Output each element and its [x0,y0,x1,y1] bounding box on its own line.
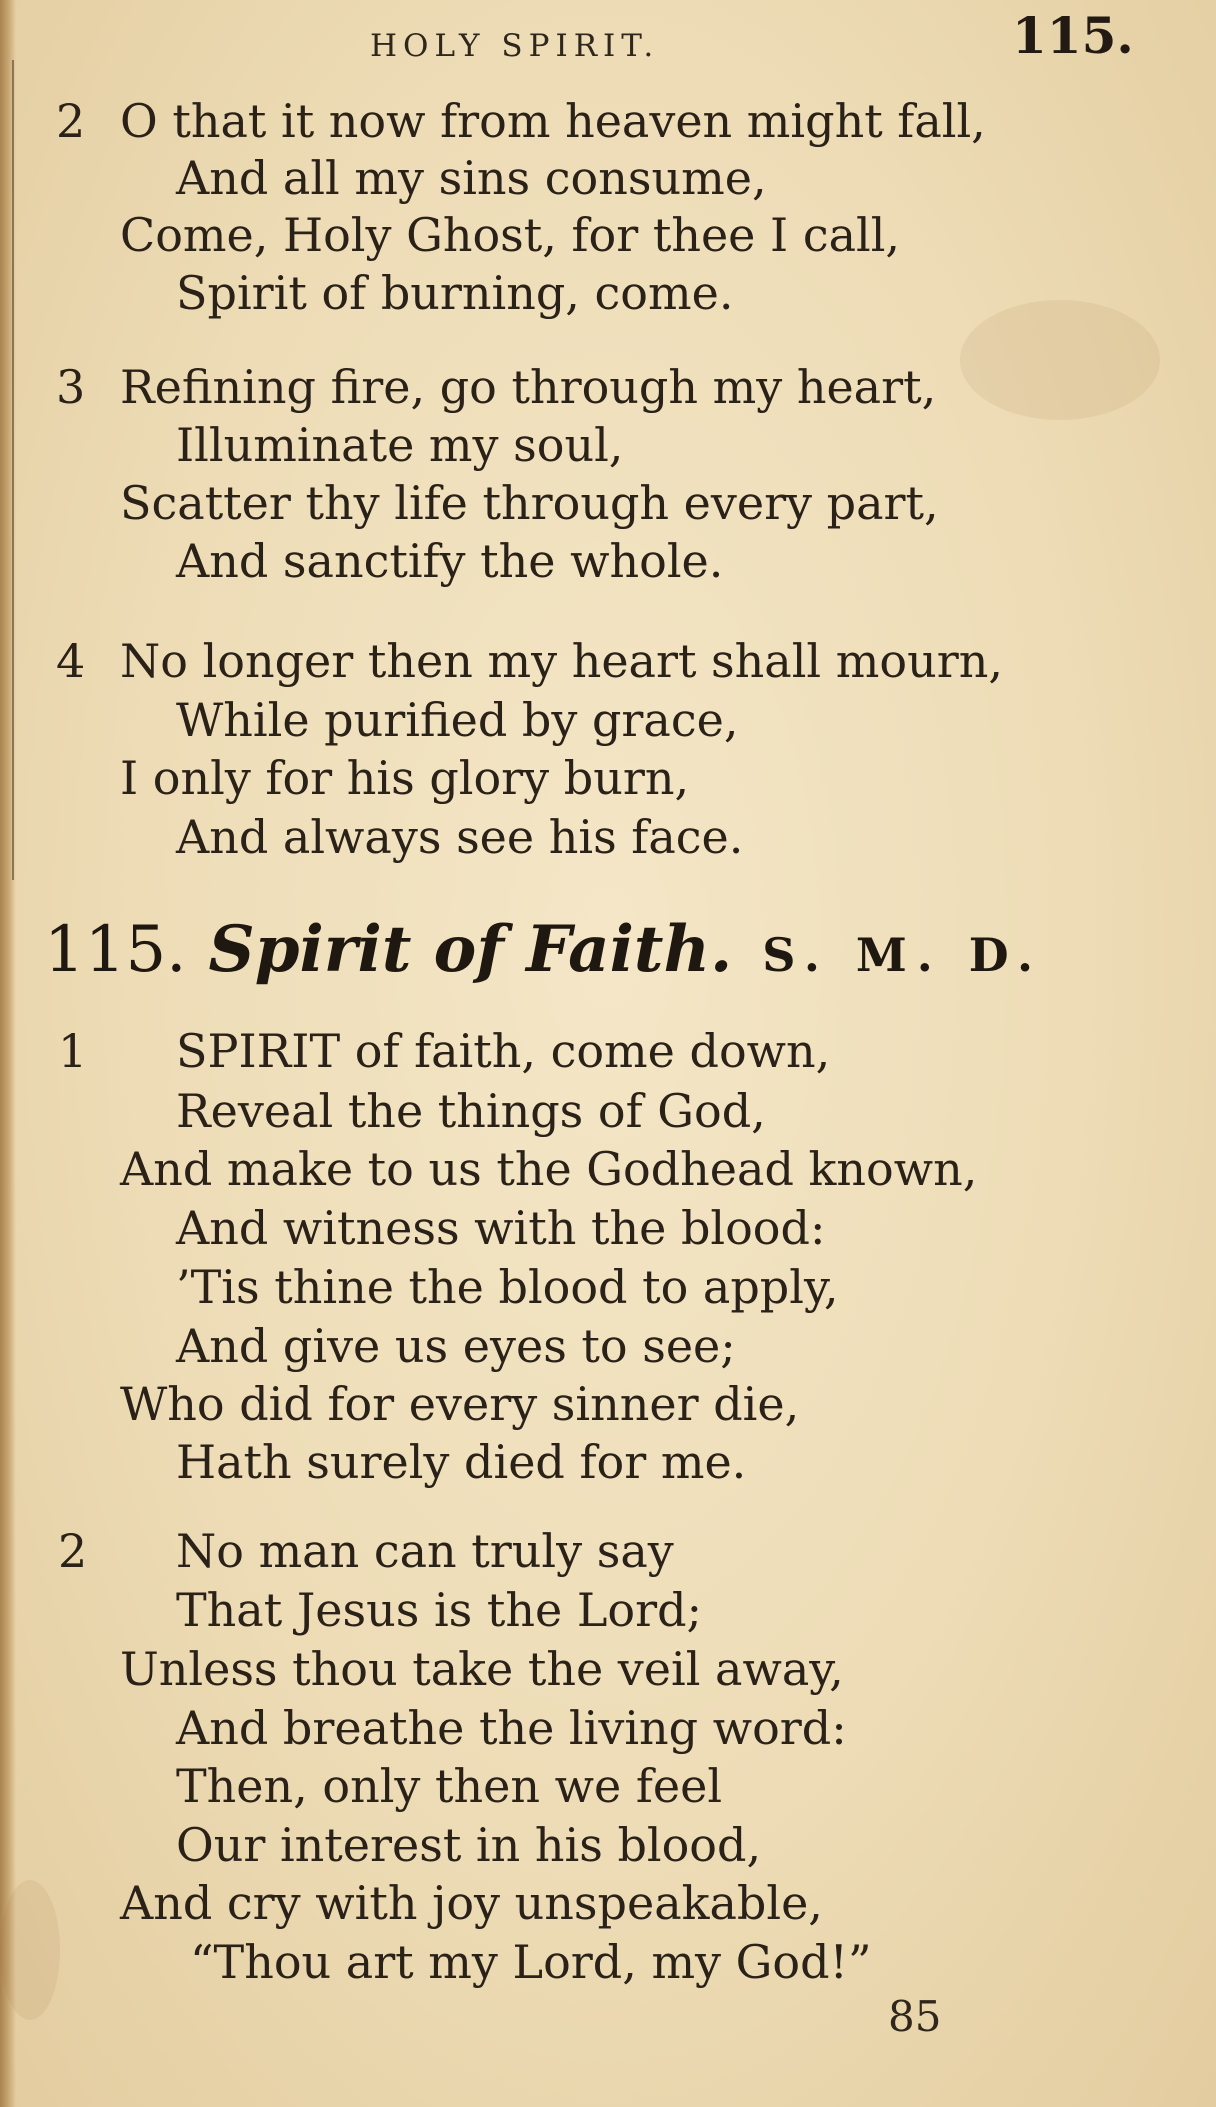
verse-number: 1 [58,1024,88,1078]
verse-line: And cry with joy unspeakable, [120,1876,823,1930]
verse-line: I only for his glory burn, [120,751,690,805]
hymn-title: Spirit of Faith. [208,912,733,987]
verse-line: Come, Holy Ghost, for thee I call, [120,208,901,262]
page-number: 115. [1012,6,1134,65]
verse-line: ’Tis thine the blood to apply, [176,1260,839,1314]
paper-stain [0,1880,60,2020]
verse-line: No longer then my heart shall mourn, [120,634,1003,688]
verse-line: And sanctify the whole. [176,534,724,588]
verse-line: And breathe the living word: [176,1701,847,1755]
gutter-edge-line [12,60,14,880]
verse-line: And make to us the Godhead known, [120,1142,978,1196]
verse-number: 3 [56,360,86,414]
verse-line: O that it now from heaven might fall, [120,94,986,148]
verse-line: Refining fire, go through my heart, [120,360,937,414]
verse-number: 2 [58,1524,88,1578]
verse-line: While purified by grace, [176,693,739,747]
verse-line: And give us eyes to see; [176,1319,736,1373]
hymn-heading [44,912,1043,987]
verse-line: Scatter thy life through every part, [120,476,939,530]
folio-number: 85 [888,1992,942,2041]
verse-number: 4 [56,634,86,688]
verse-line: And always see his face. [176,810,744,864]
verse-line: No man can truly say [176,1524,674,1578]
verse-line: Unless thou take the veil away, [120,1642,844,1696]
verse-line: Hath surely died for me. [176,1435,747,1489]
verse-line: That Jesus is the Lord; [176,1583,703,1637]
verse-line: “Thou art my Lord, my God!” [190,1935,872,1989]
verse-line: Illuminate my soul, [176,418,624,472]
verse-line: Our interest in his blood, [176,1818,762,1872]
verse-number: 2 [56,94,86,148]
hymn-number: 115. [44,913,187,987]
verse-line: Reveal the things of God, [176,1084,766,1138]
verse-line: Spirit of burning, come. [176,266,734,320]
verse-line: And all my sins consume, [176,151,767,205]
verse-line: SPIRIT of faith, come down, [176,1024,831,1078]
paper-stain [960,300,1160,420]
verse-line: Who did for every sinner die, [120,1377,800,1431]
running-head: HOLY SPIRIT. [370,28,660,64]
hymn-meter: S. M. D. [762,928,1044,982]
verse-line: Then, only then we feel [176,1759,723,1813]
verse-line: And witness with the blood: [176,1201,826,1255]
